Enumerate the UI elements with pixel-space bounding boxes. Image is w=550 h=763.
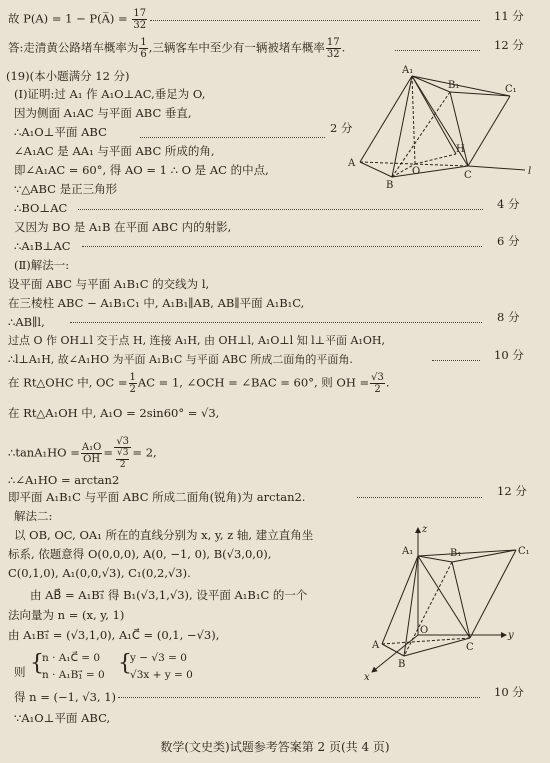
- label-O: O: [420, 625, 429, 636]
- text-line: ∴A₁B⊥AC: [14, 239, 71, 253]
- text-line: ∠A₁AC 是 AA₁ 与平面 ABC 所成的角,: [14, 144, 215, 158]
- text-line: 解法二:: [14, 509, 53, 523]
- score-leader: [150, 20, 480, 21]
- score-4: 4 分: [497, 197, 520, 211]
- score-leader: [140, 137, 325, 138]
- fraction: $\frac{1}{6}$: [140, 37, 147, 60]
- text-line: 过点 O 作 OH⊥l 交于点 H, 连接 A₁H, 由 OH⊥l, A₁O⊥l 知 l⊥平面 A₁OH,: [8, 334, 386, 347]
- score-leader: [118, 697, 480, 698]
- label-O: O: [412, 166, 421, 177]
- label-x-axis: x: [364, 672, 370, 683]
- page-footer: 数学(文史类)试题参考答案第 2 页(共 4 页): [160, 740, 390, 754]
- text-line: (Ⅱ)解法一:: [14, 258, 70, 272]
- fraction: $\frac{√3}{\frac{√3}{2}}$: [114, 436, 131, 471]
- label-z-axis: z: [422, 524, 428, 535]
- score-8: 8 分: [497, 310, 520, 324]
- score-leader: [357, 497, 482, 498]
- equation: n · A₁C⃗ = 0: [42, 652, 101, 664]
- text-line: 在 Rt△A₁OH 中, A₁O = 2sin60° = √3,: [8, 406, 220, 420]
- label-A1: A₁: [402, 546, 414, 557]
- answer-line: 答:走清黄公路堵车概率为 $\frac{1}{6}$ ,三辆客车中至少有一辆被堵车概率 $\frac{17}{32}$ .: [8, 37, 346, 60]
- label-H: H: [456, 144, 465, 155]
- text-line: 则: [14, 665, 26, 679]
- text-line: 标系, 依题意得 O(0,0,0), A(0, −1, 0), B(√3,0,0),: [8, 547, 272, 561]
- text-line: 因为侧面 A₁AC 与平面 ABC 垂直,: [14, 106, 192, 120]
- label-A1: A₁: [402, 65, 414, 76]
- coordinate-figure-2: [358, 520, 546, 690]
- score-12: 12 分: [494, 38, 524, 52]
- fraction: $\frac{√3}{2}$: [371, 372, 384, 395]
- score-leader: [78, 209, 483, 210]
- score-11: 11 分: [494, 9, 524, 23]
- text-line: ∴AB∥l,: [8, 315, 45, 329]
- fraction: $\frac{17}{32}$: [133, 8, 147, 31]
- text-line: ∴BO⊥AC: [14, 201, 68, 215]
- prob-line: 故 P(A) = 1 − P(A̅) = $\frac{17}{32}$: [8, 8, 147, 31]
- label-B1: B₁: [450, 548, 462, 559]
- score-leader: [82, 246, 482, 247]
- text-line: 法向量为 n = (x, y, 1): [8, 608, 125, 622]
- score-10b: 10 分: [494, 685, 524, 699]
- text-line: ∴∠A₁HO = arctan2: [8, 473, 120, 487]
- text-line: 由 AB⃗ = A₁B₁⃗ 得 B₁(√3,1,√3), 设平面 A₁B₁C 的一个: [30, 588, 308, 602]
- label-B: B: [386, 180, 394, 191]
- fraction: $\frac{\text{A₁O}}{OH}$: [81, 442, 102, 465]
- brace-left: {: [118, 651, 132, 676]
- score-leader: [432, 360, 480, 361]
- math-line: 在 Rt△OHC 中, OC = $\frac{1}{2}$ AC = 1, ∠OCH = ∠BAC = 60°, 则 OH = $\frac{√3}{2}$ .: [8, 372, 390, 395]
- fraction: $\frac{17}{32}$: [326, 37, 340, 60]
- label-A: A: [348, 158, 356, 169]
- score-2: 2 分: [330, 121, 353, 135]
- score-6: 6 分: [497, 234, 520, 248]
- equation: √3x + y = 0: [130, 669, 193, 681]
- math-line: ∴tanA₁HO = $\frac{\text{A₁O}}{OH}$ = $\frac{√3}{\frac{√3}{2}}$ = 2,: [8, 436, 157, 470]
- label-C: C: [466, 642, 474, 653]
- score-leader: [70, 322, 482, 323]
- fraction: $\frac{1}{2}$: [129, 372, 136, 395]
- text-line: 又因为 BO 是 A₁B 在平面 ABC 内的射影,: [14, 220, 232, 234]
- label-B1: B₁: [448, 80, 460, 91]
- text-line: ∴l⊥A₁H, 故∠A₁HO 为平面 A₁B₁C 与平面 ABC 所成二面角的平面角.: [8, 353, 353, 366]
- label-l: l: [528, 166, 532, 177]
- label-B: B: [398, 659, 406, 670]
- label-C: C: [464, 170, 472, 181]
- label-C1: C₁: [518, 546, 530, 557]
- text-line: C(0,1,0), A₁(0,0,√3), C₁(0,2,√3).: [8, 566, 191, 580]
- label-A: A: [372, 640, 380, 651]
- text-line: 以 OB, OC, OA₁ 所在的直线分别为 x, y, z 轴, 建立直角坐: [14, 528, 314, 542]
- text-line: 设平面 ABC 与平面 A₁B₁C 的交线为 l,: [8, 277, 210, 291]
- text-line: (Ⅰ)证明:过 A₁ 作 A₁O⊥AC,垂足为 O,: [14, 87, 206, 101]
- score-leader: [395, 50, 480, 51]
- brace-left: {: [30, 651, 44, 676]
- text-line: ∵△ABC 是正三角形: [14, 182, 118, 196]
- text-line: ∴A₁O⊥平面 ABC: [14, 125, 107, 139]
- equation: n · A₁B₁⃗ = 0: [42, 669, 105, 681]
- equation: y − √3 = 0: [130, 652, 187, 664]
- text-line: 在三棱柱 ABC − A₁B₁C₁ 中, A₁B₁∥AB, AB∥平面 A₁B₁C,: [8, 296, 305, 310]
- text-line: ∵A₁O⊥平面 ABC,: [14, 711, 111, 725]
- score-10: 10 分: [494, 348, 524, 362]
- label-C1: C₁: [505, 84, 517, 95]
- question-19-heading: (19)(本小题满分 12 分): [6, 69, 130, 83]
- text-line: 即平面 A₁B₁C 与平面 ABC 所成二面角(锐角)为 arctan2.: [8, 490, 306, 504]
- score-12b: 12 分: [497, 484, 527, 498]
- text-line: 即∠A₁AC = 60°, 得 AO = 1 ∴ O 是 AC 的中点,: [14, 163, 269, 177]
- text-line: 得 n = (−1, √3, 1): [14, 690, 117, 704]
- text-line: 由 A₁B₁⃗ = (√3,1,0), A₁C⃗ = (0,1, −√3),: [8, 628, 220, 642]
- label-y-axis: y: [508, 630, 514, 641]
- prism-figure-1: [340, 62, 545, 192]
